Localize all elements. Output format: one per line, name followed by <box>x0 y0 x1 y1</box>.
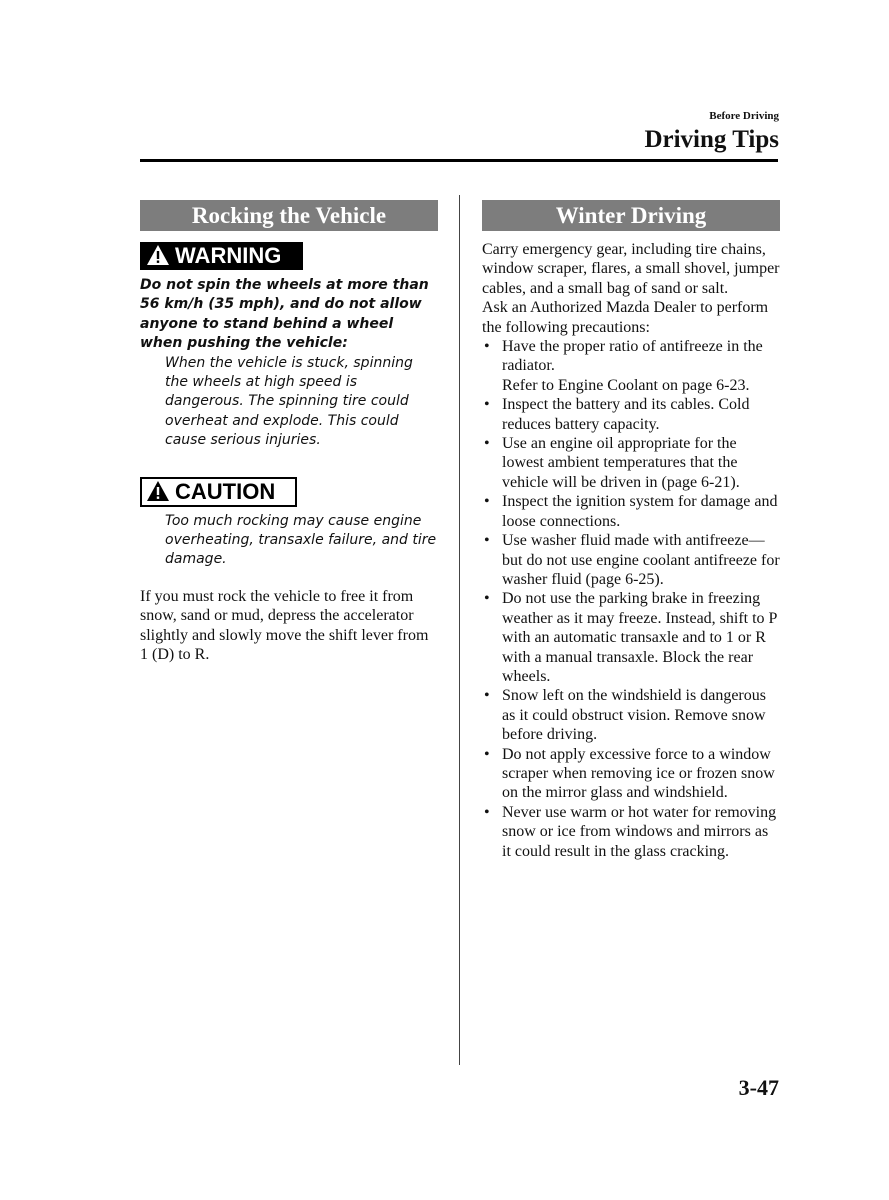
dealer-intro: Ask an Authorized Mazda Dealer to perform the following precautions: <box>482 299 769 336</box>
list-item-text: Snow left on the windshield is dangerous as it could obstruct vision. Remove snow before driving. <box>502 687 766 744</box>
precautions-list <box>482 337 780 861</box>
left-column <box>140 200 438 665</box>
section-name: Before Driving <box>709 110 779 122</box>
warning-lead: Do not spin the wheels at more than 56 km/h (35 mph), and do not allow anyone to stand behind a wheel when pushing the vehicle: <box>140 277 429 352</box>
winter-heading: Winter Driving <box>482 200 780 231</box>
caution-text: Too much rocking may cause engine overheating, transaxle failure, and tire damage. <box>165 512 437 568</box>
bullet-icon: • <box>484 803 490 821</box>
list-item <box>482 492 780 531</box>
bullet-icon: • <box>484 745 490 763</box>
warning-block <box>140 231 438 451</box>
list-item-text: Inspect the ignition system for damage and loose connections. <box>502 493 778 530</box>
bullet-icon: • <box>484 590 490 608</box>
list-item-note: Refer to Engine Coolant on page 6-23. <box>502 376 750 394</box>
list-item-text: Do not use the parking brake in freezing weather as it may freeze. Instead, shift to P with an automatic transaxle and to 1 or R with a manual transaxle. Block the rear wheels. <box>502 590 777 685</box>
list-item-text: Do not apply excessive force to a window scraper when removing ice or frozen snow on the mirror glass and windshield. <box>502 745 775 802</box>
warning-detail: When the vehicle is stuck, spinning the wheels at high speed is dangerous. The spinning tire could overheat and explode. This could cause serious injuries. <box>165 354 413 449</box>
page-number: 3-47 <box>738 1075 779 1100</box>
list-item-text: Inspect the battery and its cables. Cold reduces battery capacity. <box>502 396 750 433</box>
warning-label <box>140 242 303 270</box>
bullet-icon: • <box>484 532 490 550</box>
list-item <box>482 531 780 589</box>
column-divider <box>459 195 460 1065</box>
list-item <box>482 745 780 803</box>
list-item <box>482 803 780 861</box>
list-item-text: Never use warm or hot water for removing snow or ice from windows and mirrors as it could result in the glass cracking. <box>502 803 777 860</box>
list-item-text: Use an engine oil appropriate for the lowest ambient temperatures that the vehicle will be driven in (page 6-21). <box>502 435 740 491</box>
list-item-text: Use washer fluid made with antifreeze—but do not use engine coolant antifreeze for washer fluid (page 6-25). <box>502 532 780 588</box>
warning-triangle-icon <box>146 244 170 266</box>
bullet-icon: • <box>484 396 490 414</box>
caution-label <box>140 477 297 507</box>
rocking-body: If you must rock the vehicle to free it from snow, sand or mud, depress the accelerator slightly and slowly move the shift lever from 1 (D) to R. <box>140 587 429 664</box>
right-column <box>482 200 780 861</box>
warning-label-text: WARNING <box>175 243 282 268</box>
list-item <box>482 395 780 434</box>
bullet-icon: • <box>484 493 490 511</box>
chapter-title: Driving Tips <box>644 126 779 153</box>
caution-triangle-icon <box>146 480 170 502</box>
caution-block <box>140 477 438 570</box>
bullet-icon: • <box>484 338 490 356</box>
list-item-text: Have the proper ratio of antifreeze in the radiator. <box>502 338 763 375</box>
caution-label-text: CAUTION <box>175 478 276 504</box>
list-item <box>482 337 780 395</box>
winter-intro: Carry emergency gear, including tire chains, window scraper, flares, a small shovel, jumper cables, and a small bag of sand or salt. <box>482 241 780 297</box>
rocking-heading: Rocking the Vehicle <box>140 200 438 231</box>
running-header <box>644 109 779 155</box>
header-rule <box>140 159 778 162</box>
bullet-icon: • <box>484 687 490 705</box>
list-item <box>482 686 780 744</box>
list-item <box>482 589 780 686</box>
bullet-icon: • <box>484 435 490 453</box>
list-item <box>482 434 780 492</box>
